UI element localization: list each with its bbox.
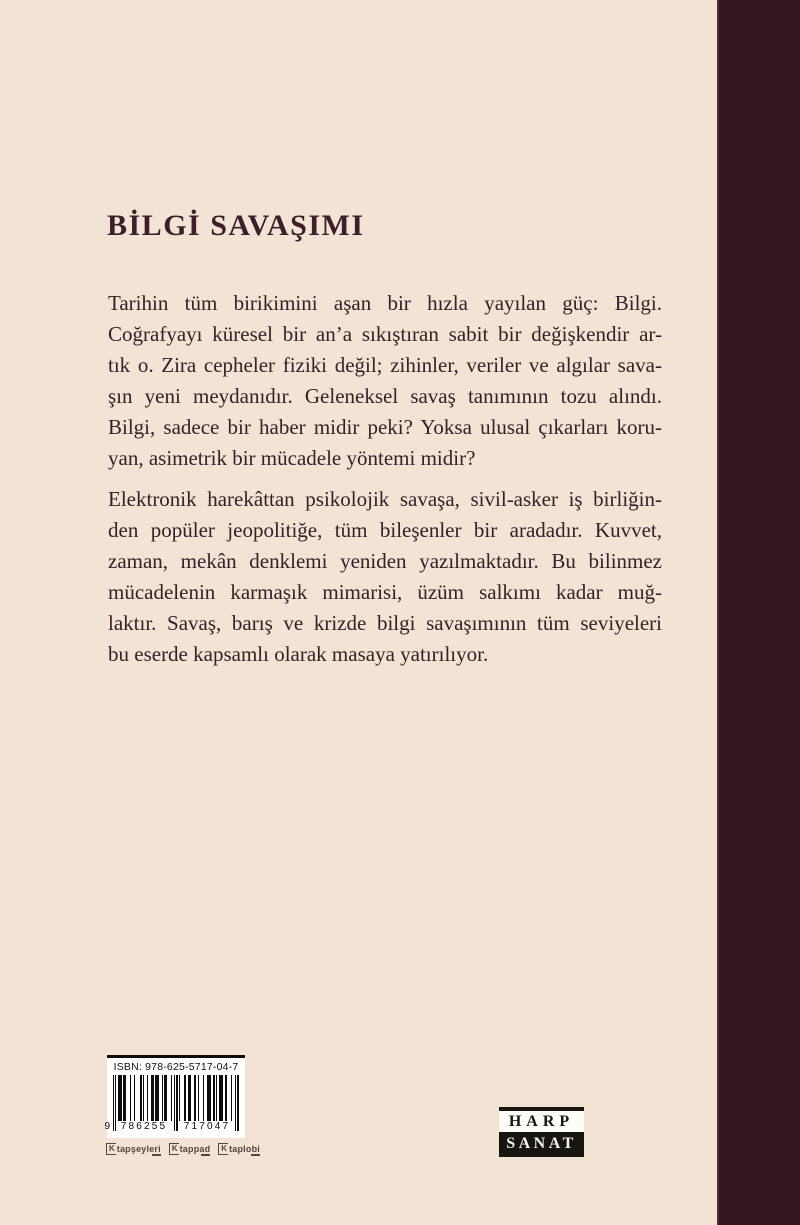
publisher-logo-line1: HARP: [499, 1107, 584, 1132]
brand-kitappad: [169, 1143, 210, 1155]
paragraph: [108, 288, 662, 474]
synopsis-line: bu eserde kapsamlı olarak masaya yatırılıyor.: [108, 642, 489, 666]
footer-brand-logos: [106, 1143, 260, 1155]
synopsis-line: Bilgi, sadece bir haber midir peki? Yoksa ulusal çıkarları koru-: [108, 415, 662, 439]
brand-kitapseyleri: [106, 1143, 161, 1155]
kitap-k-icon: K: [106, 1143, 116, 1155]
synopsis-line: yan, asimetrik bir mücadele yöntemi midir?: [108, 446, 476, 470]
synopsis-text: [108, 288, 662, 680]
paragraph: [108, 484, 662, 670]
publisher-logo-line2: SANAT: [499, 1132, 584, 1157]
publisher-logo: [499, 1107, 584, 1157]
brand-label: taplobi: [229, 1144, 260, 1154]
synopsis-line: Coğrafyayı küresel bir an’a sıkıştıran sabit bir değişkendir ar-: [108, 322, 662, 346]
barcode-digit-left: 9: [104, 1121, 111, 1132]
spine-strip: [717, 0, 800, 1225]
barcode-digit-group: 786255: [117, 1121, 172, 1132]
brand-label: tapşeyleri: [116, 1144, 161, 1154]
barcode-digit-group: 717047: [180, 1121, 235, 1132]
book-title: BİLGİ SAVAŞIMI: [107, 209, 365, 243]
synopsis-line: Tarihin tüm birikimini aşan bir hızla yayılan güç: Bilgi.: [108, 291, 662, 315]
synopsis-line: laktır. Savaş, barış ve krizde bilgi savaşımının tüm seviyeleri: [108, 611, 662, 635]
synopsis-line: tık o. Zira cepheler fiziki değil; zihinler, veriler ve algılar sava-: [108, 353, 662, 377]
kitap-k-icon: K: [169, 1143, 179, 1155]
ean13-barcode: [104, 1075, 240, 1132]
synopsis-line: Elektronik harekâttan psikolojik savaşa, sivil-asker iş birliğin-: [108, 487, 662, 511]
brand-label: tappad: [179, 1144, 211, 1154]
brand-kitaplobi: [218, 1143, 260, 1155]
isbn-label: ISBN: 978-625-5717-04-7: [113, 1061, 239, 1073]
synopsis-line: şın yeni meydanıdır. Geleneksel savaş tanımının tozu alındı.: [108, 384, 662, 408]
synopsis-line: zaman, mekân denklemi yeniden yazılmaktadır. Bu bilinmez: [108, 549, 662, 573]
isbn-barcode-box: [104, 1055, 245, 1138]
synopsis-line: den popüler jeopolitiğe, tüm bileşenler bir aradadır. Kuvvet,: [108, 518, 662, 542]
synopsis-line: mücadelenin karmaşık mimarisi, üzüm salkımı kadar muğ-: [108, 580, 662, 604]
kitap-k-icon: K: [218, 1143, 228, 1155]
